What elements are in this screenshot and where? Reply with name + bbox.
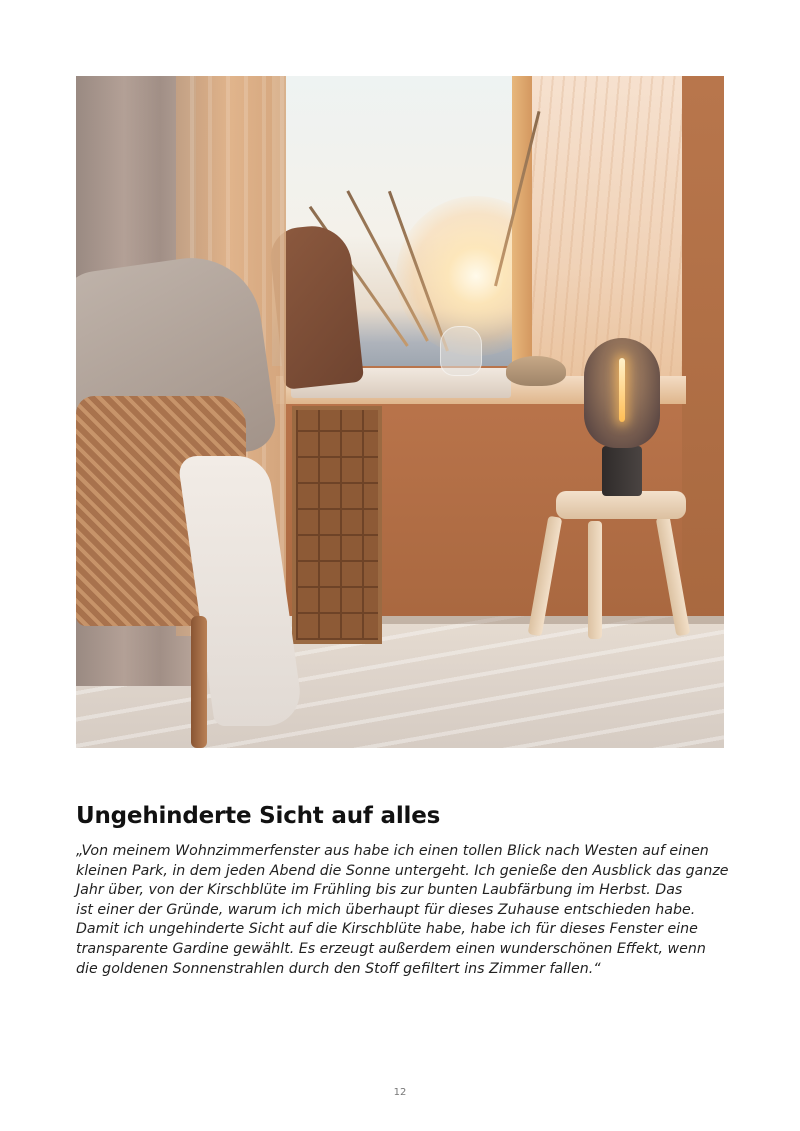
driftwood-bowl [506,356,566,386]
quote-line: die goldenen Sonnenstrahlen durch den Stoff gefiltert ins Zimmer fallen.“ [76,960,601,977]
glass-vase [440,326,482,376]
quote-line: Jahr über, von der Kirschblüte im Frühling bis zur bunten Laubfärbung im Herbst. Das [76,882,683,899]
interior-photo [76,76,724,748]
quote-line: ist einer der Gründe, warum ich mich überhaupt für dieses Zuhause entschieden habe. [76,901,696,918]
floor-shadow [376,616,724,624]
testimonial-quote [76,842,736,979]
armchair-leg [191,616,207,748]
bulb-filament [619,358,625,422]
wall-edge [682,76,724,636]
lamp-base [602,446,642,496]
stool-leg [588,521,602,639]
quote-line: kleinen Park, in dem jeden Abend die Sonne untergeht. Ich genieße den Ausblick das ganze [76,862,729,879]
quote-line: transparente Gardine gewählt. Es erzeugt außerdem einen wunderschönen Effekt, wenn [76,940,706,957]
window-frame [512,76,532,376]
quote-line: „Von meinem Wohnzimmerfenster aus habe ich einen tollen Blick nach Westen auf einen [76,843,709,859]
letter-case-shelf [292,406,382,644]
page-number: 12 [393,1087,407,1098]
section-heading: Ungehinderte Sicht auf alles [76,803,441,829]
quote-line: Damit ich ungehinderte Sicht auf die Kirschblüte habe, habe ich für dieses Fenster eine [76,921,698,938]
